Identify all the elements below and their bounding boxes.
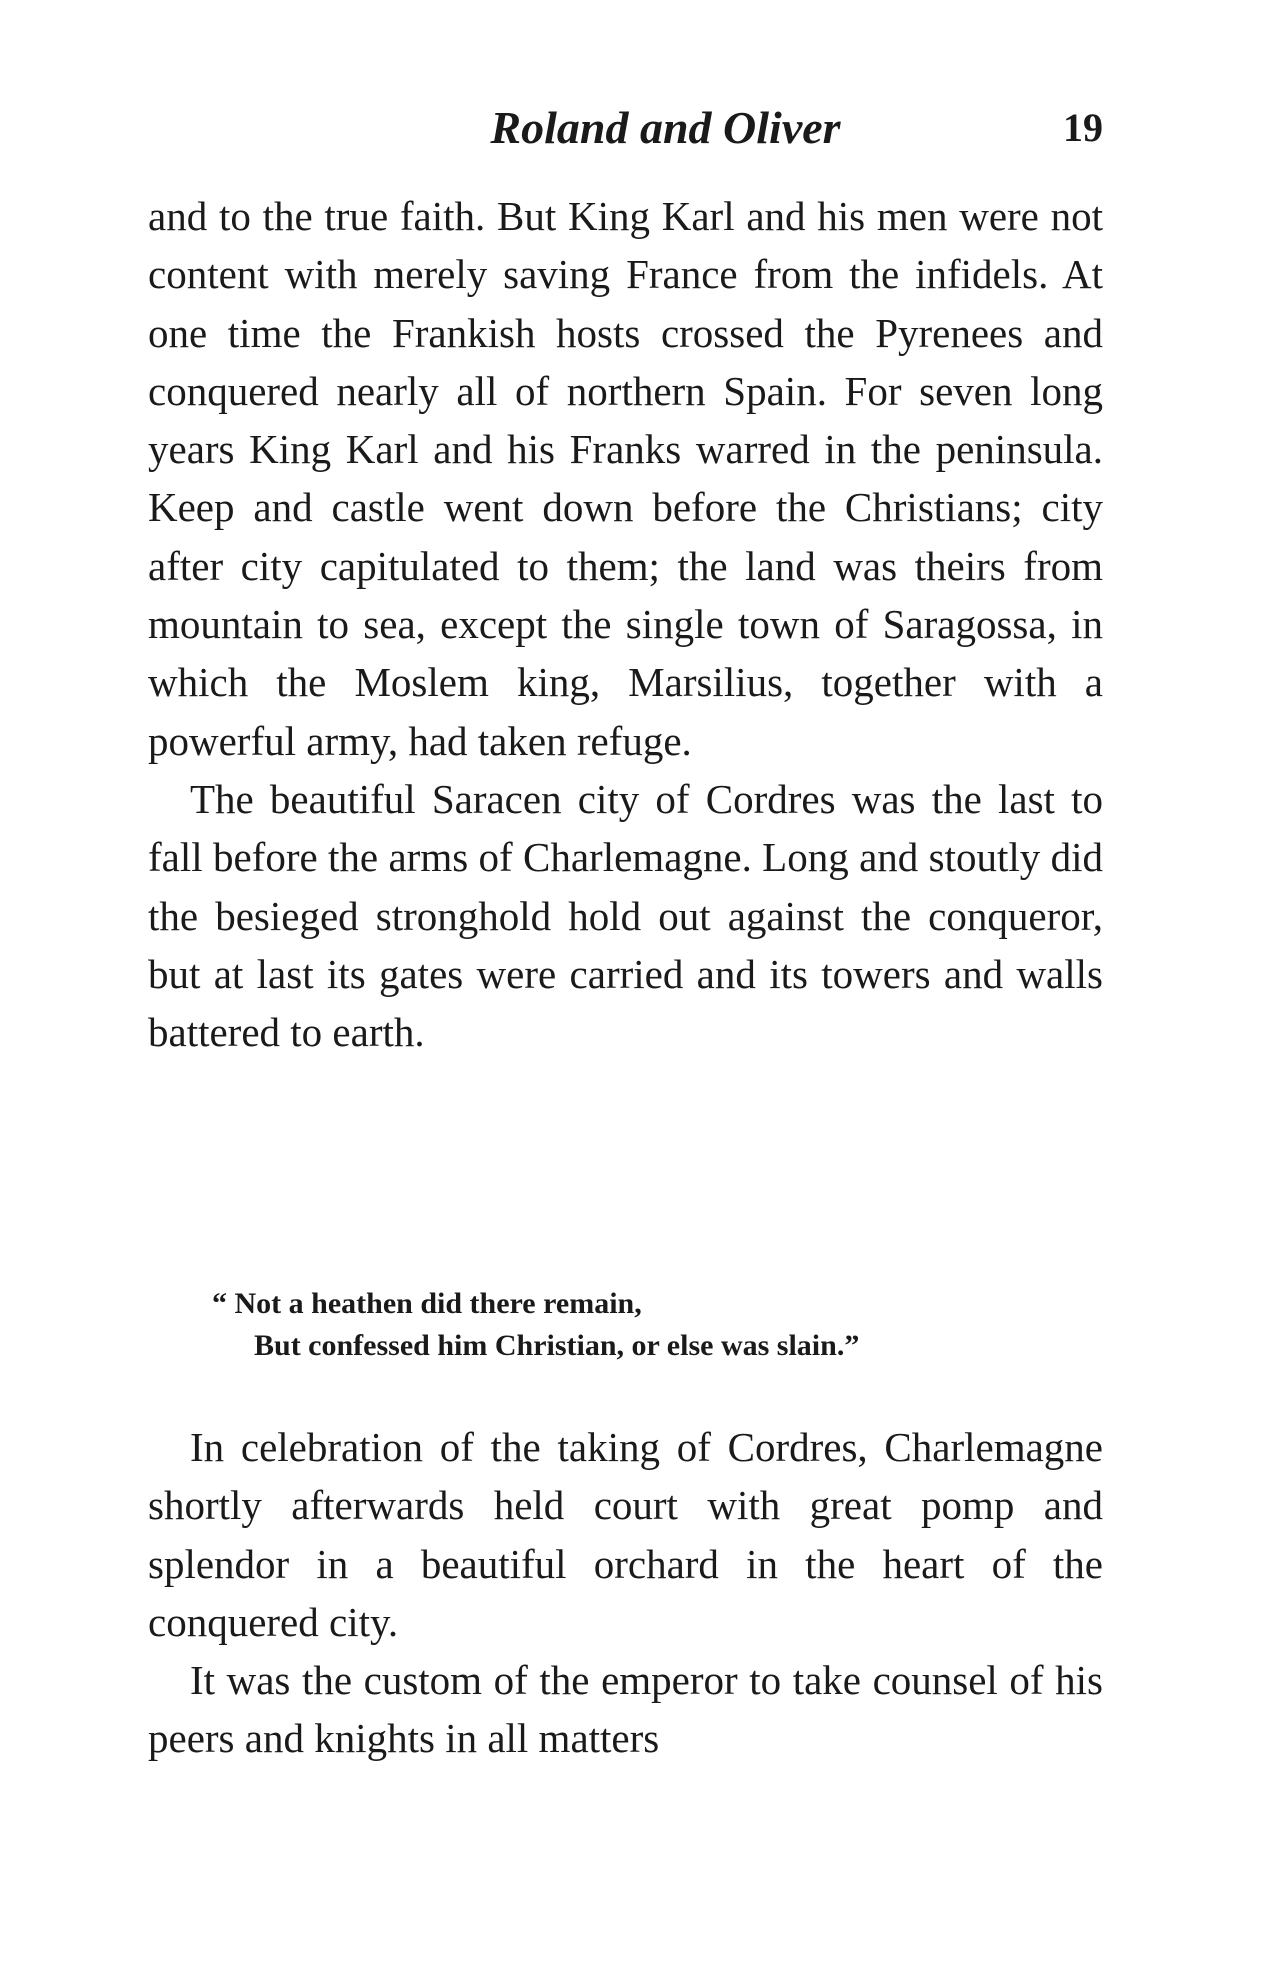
page-header: [148, 98, 1103, 158]
verse-line-2: But confessed him Christian, or else was slain.”: [254, 1329, 860, 1362]
text-block-lower: [148, 1418, 1103, 1768]
verse-line-1: “ Not a heathen did there remain,: [212, 1287, 642, 1320]
paragraph-2: The beautiful Saracen city of Cordres was the last to fall before the arms of Charlemagne. Long and stoutly did the besieged stronghold hold out against the conqueror, but at last its gates were carried and its towers and walls battered to earth.: [148, 775, 1103, 1056]
text-block-upper: [148, 187, 1103, 1061]
paragraph-1: and to the true faith. But King Karl and his men were not content with merely saving France from the infidels. At one time the Frankish hosts crossed the Pyrenees and conquered nearly all of northern Spain. For seven long years King Karl and his Franks warred in the peninsula. Keep and castle went down before the Christians; city after city capitulated to them; the land was theirs from mountain to sea, except the single town of Saragossa, in which the Moslem king, Marsilius, together with a powerful army, had taken refuge.: [148, 193, 1103, 764]
verse-quote: [212, 1283, 859, 1367]
paragraph-3: In celebration of the taking of Cordres, Charlemagne shortly afterwards held court with great pomp and splendor in a beautiful orchard in the heart of the conquered city.: [148, 1424, 1103, 1645]
page-number: 19: [1063, 105, 1103, 150]
running-title: Roland and Oliver: [490, 102, 841, 153]
paragraph-4: It was the custom of the emperor to take counsel of his peers and knights in all matters: [148, 1657, 1103, 1762]
